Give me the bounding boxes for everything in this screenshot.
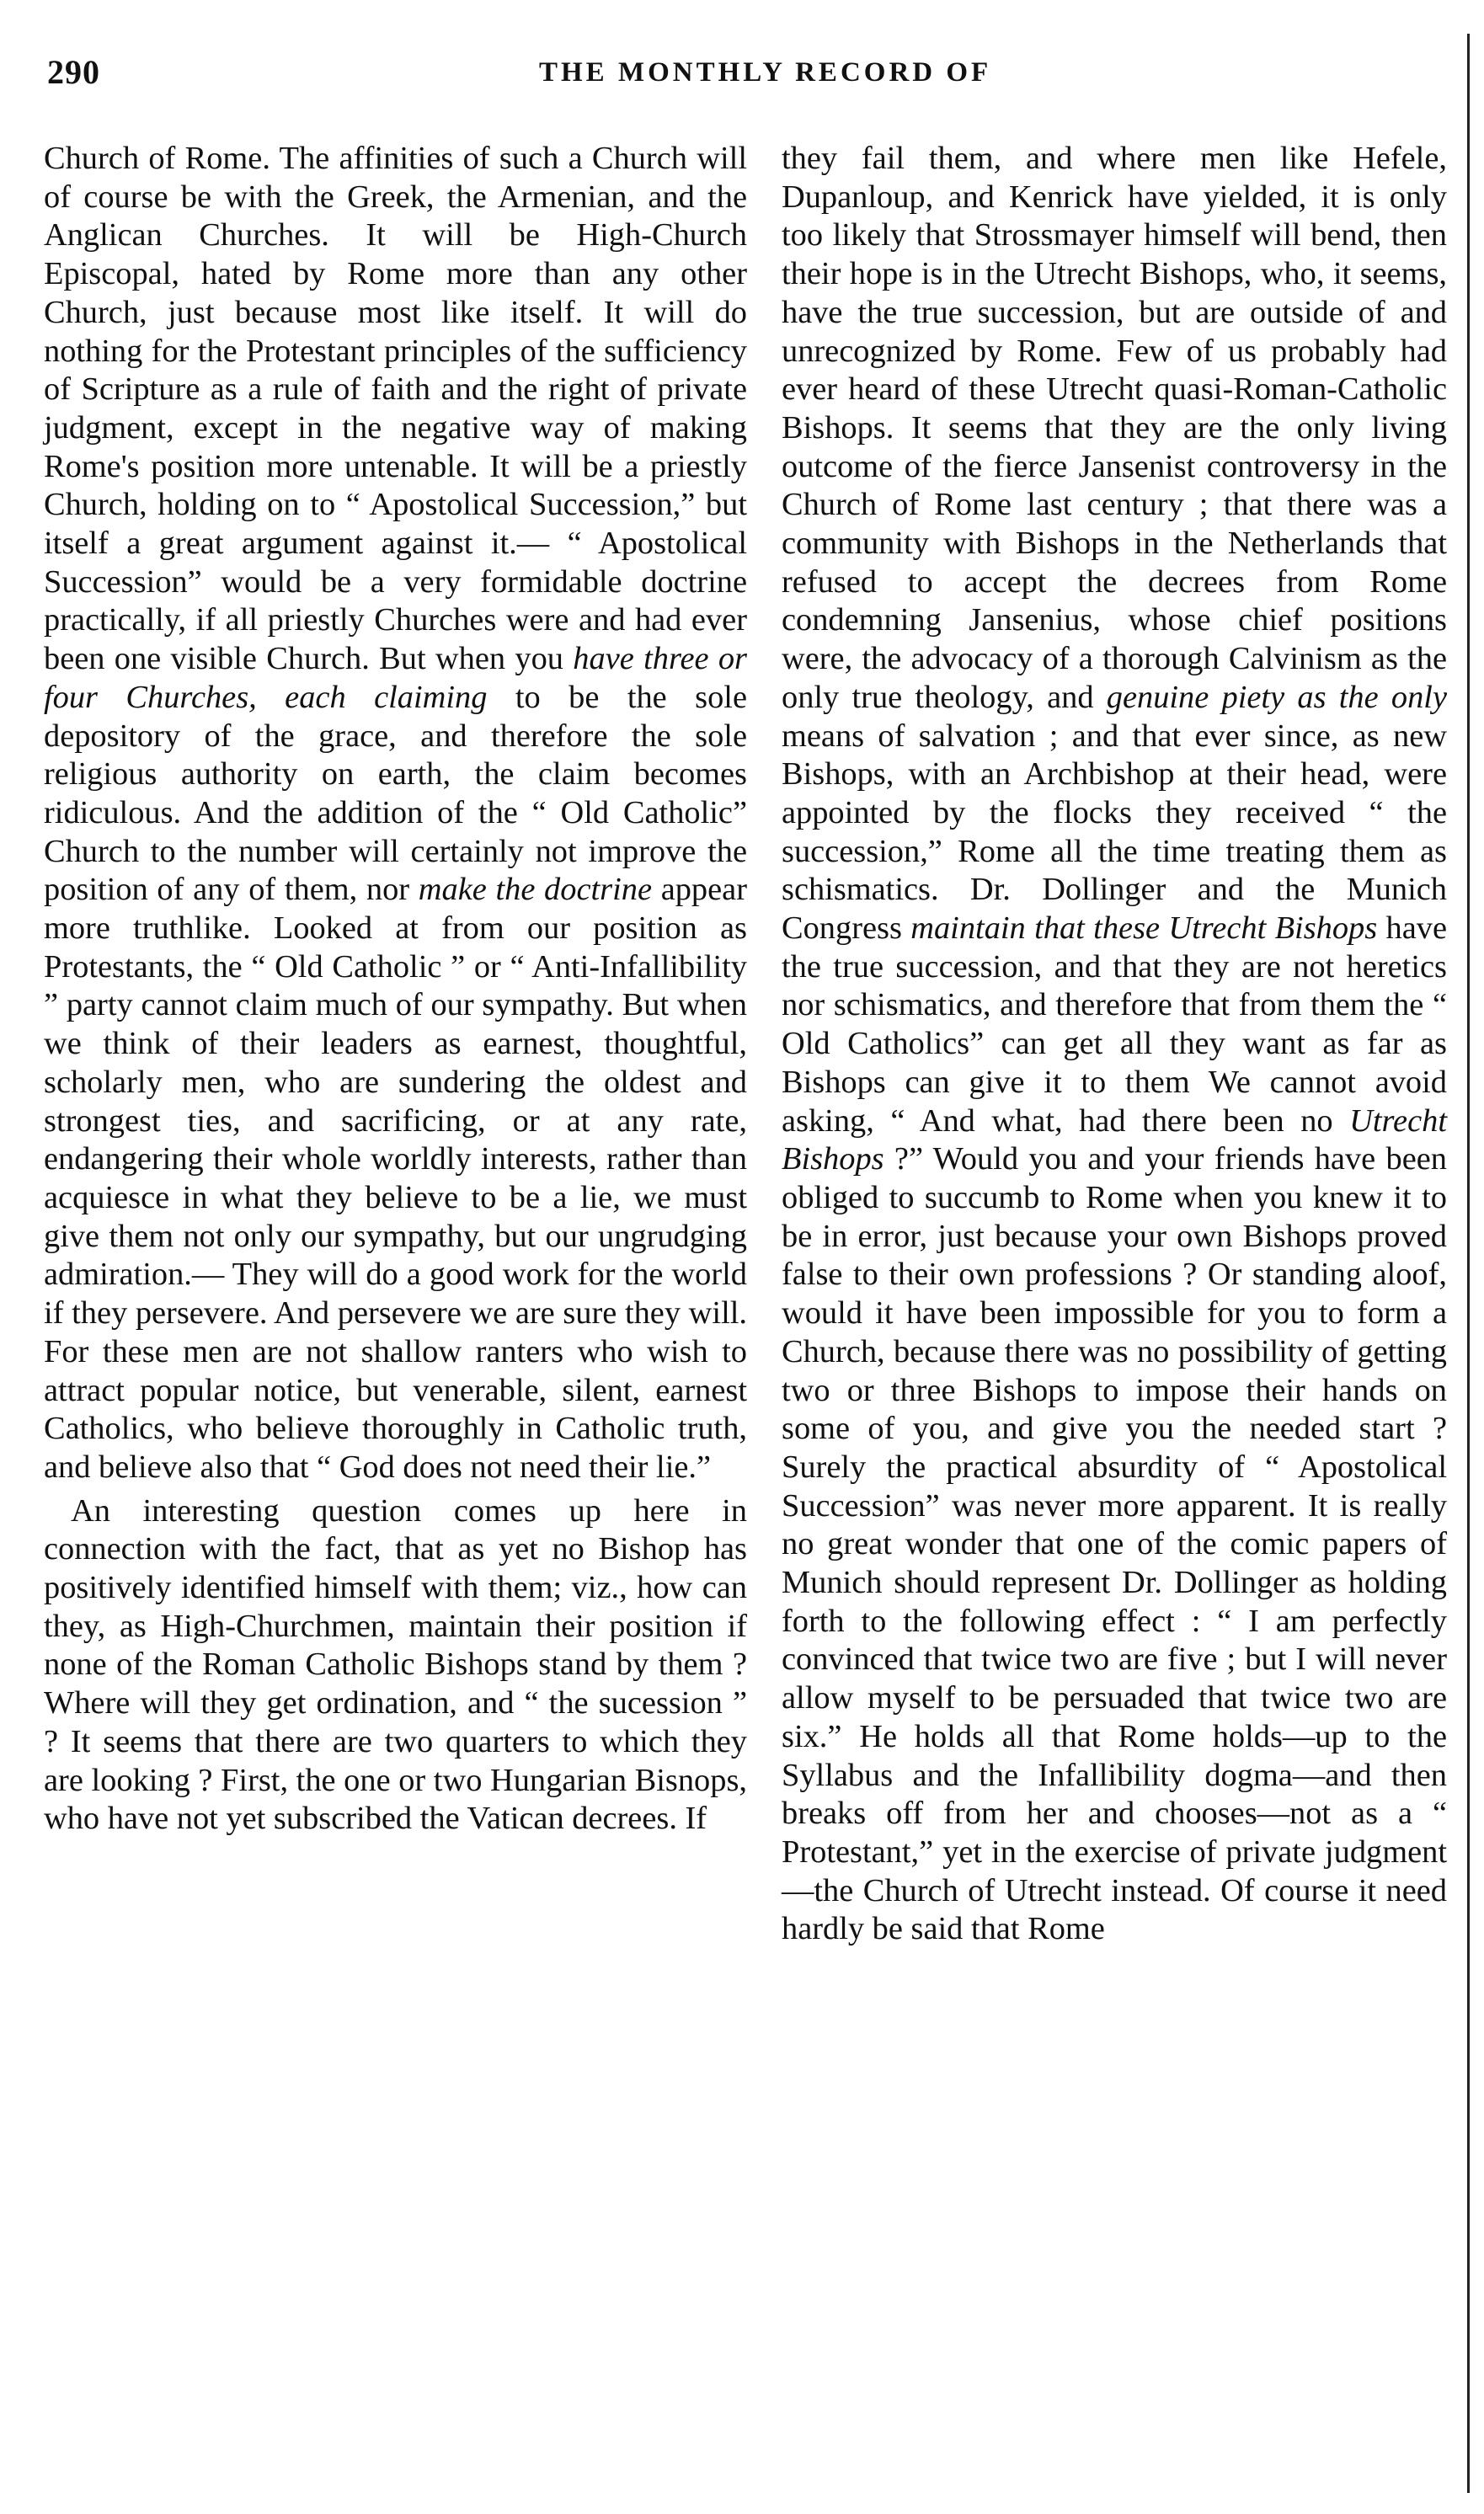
text-run: they fail them, and where men like Hefele, Dupanloup, and Kenrick have yielded, it is only too likely that Strossmayer himself will bend, then their hope is in the Utrecht Bishops, who, it seems, have the true succession, but are outside of and unrecognized by Rome. Few of us probably had ever heard of these Utrecht quasi-Roman-Catholic Bishops. It seems that they are the only living outcome of the fierce Jansenist controversy in the Church of Rome last century ; that there was a community with Bishops in the Netherlands that refused to accept the decrees from Rome condemning Jansenius, whose chief positions were, the advocacy of a thorough Calvinism as the only true theology, and: [782, 141, 1447, 715]
italic-run: genuine piety as the only: [1106, 679, 1447, 715]
text-run: have the true succession, and that they are not heretics nor schismatics, and therefore that from them the “ Old Catholics” can get all they want as far as Bishops can give it to them We cannot avoid asking, “ And what, had there been no: [782, 910, 1447, 1139]
left-paragraph-1: [44, 140, 747, 1487]
text-run: means of salvation ; and that ever since, as new Bishops, with an Archbishop at their head, were appointed by the flocks they received “ the succession,” Rome all the time treating them as schismatics. Dr. Dollinger and the Munich Congress: [782, 718, 1447, 947]
text-run: Church of Rome. The affinities of such a Church will of course be with the Greek, the Armenian, and the Anglican Churches. It will be High-Church Episcopal, hated by Rome more than any other Church, just because most like itself. It will do nothing for the Protestant principles of the sufficiency of Scripture as a rule of faith and the right of private judgment, except in the negative way of making Rome's position more untenable. It will be a priestly Church, holding on to “ Apostolical Succession,” but itself a great argument against it.— “ Apostolical Succession” would be a very formidable doctrine practically, if all priestly Churches were and had ever been one visible Church. But when you: [44, 141, 747, 677]
italic-run: make the doctrine: [418, 872, 652, 908]
page-header: [0, 52, 1484, 103]
text-run: appear more truthlike. Looked at from our position as Protestants, the “ Old Catholic ” or “ Anti-Infallibility ” party cannot claim much of our sympathy. But when we think of their leaders as earnest, thoughtful, scholarly men, who are sundering the oldest and strongest ties, and sacrificing, or at any rate, endangering their whole worldly interests, rather than acquiesce in what they believe to be a lie, we must give them not only our sympathy, but our ungrudging admiration.— They will do a good work for the world if they persevere. And persevere we are sure they will. For these men are not shallow ranters who wish to attract popular notice, but venerable, silent, earnest Catholics, who believe thoroughly in Catholic truth, and believe also that “ God does not need their lie.”: [44, 872, 747, 1485]
italic-run: Utrecht Bishops: [782, 1102, 1447, 1177]
right-column: [782, 140, 1447, 1949]
column-rule: [1467, 34, 1470, 2493]
running-title: THE MONTHLY RECORD OF: [539, 57, 992, 88]
italic-run: have three or four Churches, each claiming: [44, 641, 747, 715]
italic-run: maintain that these Utrecht Bishops: [910, 910, 1378, 947]
left-paragraph-2: An interesting question comes up here in connection with the fact, that as yet no Bishop has positively identified himself with them; viz., how can they, as High-Churchmen, maintain their position if none of the Roman Catholic Bishops stand by them ? Where will they get ordination, and “ the sucession ” ? It seems that there are two quarters to which they are looking ? First, the one or two Hungarian Bisnops, who have not yet subscribed the Vatican decrees. If: [44, 1492, 747, 1837]
right-paragraph-1: [782, 140, 1447, 1949]
left-column: [44, 140, 747, 1839]
text-run: ?” Would you and your friends have been obliged to succumb to Rome when you knew it to be in error, just because your own Bishops proved false to their own professions ? Or standing aloof, would it have been impossible for you to form a Church, because there was no possibility of getting two or three Bishops to impose their hands on some of you, and give you the needed start ? Surely the practical absurdity of “ Apostolical Succession” was never more apparent. It is really no great wonder that one of the comic papers of Munich should represent Dr. Dollinger as holding forth to the following effect : “ I am perfectly convinced that twice two are five ; but I will never allow myself to be persuaded that twice two are six.” He holds all that Rome holds—up to the Syllabus and the Infallibility dogma—and then breaks off from her and chooses—not as a “ Protestant,” yet in the exercise of private judgment —the Church of Utrecht instead. Of course it need hardly be said that Rome: [782, 1141, 1447, 1947]
text-run: to be the sole depository of the grace, and therefore the sole religious authority on earth, the claim becomes ridiculous. And the addition of the “ Old Catholic” Church to the number will certainly not improve the position of any of them, nor: [44, 679, 747, 908]
page-number: 290: [47, 53, 100, 91]
